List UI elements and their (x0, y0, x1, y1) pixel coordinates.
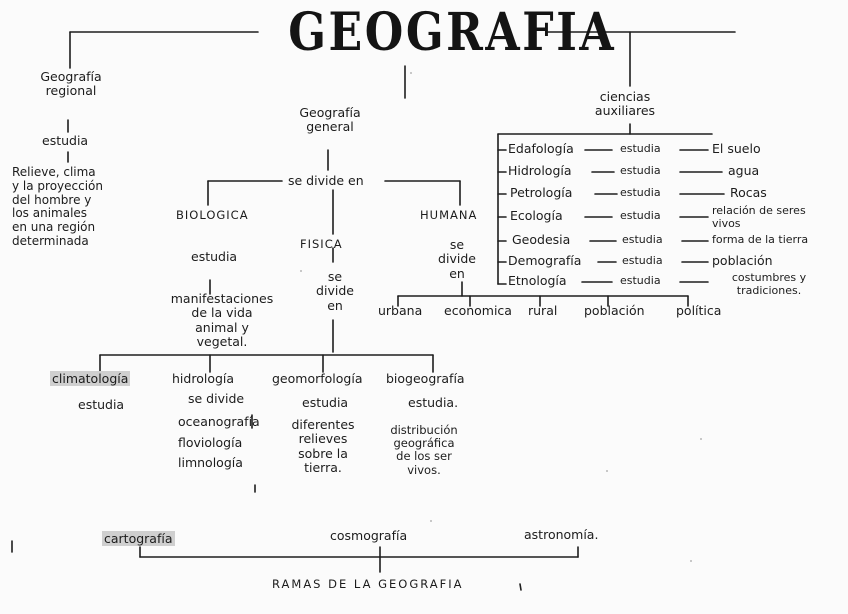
rama-cosmografia: cosmografía (330, 528, 408, 543)
aux-item-object: relación de seres vivos (712, 204, 806, 230)
regional-heading: Geografía regional (40, 69, 102, 99)
fisica-heading: FISICA (300, 237, 343, 251)
climatologia-verb: estudia (78, 397, 125, 412)
aux-item-name: Hidrología (508, 163, 572, 178)
auxiliares-heading: ciencias auxiliares (594, 89, 656, 119)
hidrologia-verb: se divide (188, 391, 245, 406)
biologica-heading: BIOLOGICA (176, 208, 249, 222)
main-title: GEOGRAFIA (288, 2, 617, 63)
humana-verb: se divide en (438, 237, 476, 281)
aux-item-object: forma de la tierra (712, 233, 809, 246)
biogeografia-description: distribución geográfica de los ser vivos. (390, 423, 458, 477)
geomorfologia-verb: estudia (302, 395, 349, 410)
paper-speck (430, 520, 432, 522)
fisica-branch-geomorfologia: geomorfología (272, 371, 363, 386)
humana-branch-urbana: urbana (378, 303, 423, 318)
aux-item-name: Demografía (508, 253, 582, 268)
aux-item-name: Geodesia (512, 232, 571, 247)
aux-item-verb: estudia (622, 233, 663, 246)
aux-item-object: agua (728, 163, 760, 178)
paper-speck (690, 560, 692, 562)
humana-heading: HUMANA (420, 208, 478, 222)
humana-branch-rural: rural (528, 303, 558, 318)
regional-description: Relieve, clima y la proyección del hombre y los animales en una región determinada (12, 165, 104, 248)
aux-item-name: Etnología (508, 273, 567, 288)
geomorfologia-description: diferentes relieves sobre la tierra. (291, 417, 355, 476)
aux-item-object: población (712, 253, 773, 268)
humana-branch-politica: política (676, 303, 722, 318)
hidrologia-subbranches: oceanografía floviología limnología (178, 414, 260, 471)
aux-item-verb: estudia (622, 254, 663, 267)
aux-item-object: costumbres y tradiciones. (731, 271, 807, 297)
paper-speck (300, 270, 302, 272)
biogeografia-verb: estudia. (408, 395, 459, 410)
aux-item-verb: estudia (620, 274, 661, 287)
aux-item-verb: estudia (620, 209, 661, 222)
aux-item-name: Petrología (510, 185, 573, 200)
fisica-branch-climatologia: climatología (52, 371, 129, 386)
biologica-description: manifestaciones de la vida animal y vegetal. (170, 291, 274, 350)
rama-astronomia: astronomía. (524, 527, 599, 542)
fisica-verb: se divide en (316, 269, 354, 313)
aux-item-verb: estudia (620, 142, 661, 155)
aux-item-verb: estudia (620, 164, 661, 177)
general-heading: Geografía general (299, 105, 361, 135)
aux-item-name: Edafología (508, 141, 574, 156)
humana-branch-poblacion: población (584, 303, 645, 318)
fisica-branch-hidrologia: hidrología (172, 371, 235, 386)
fisica-branch-biogeografia: biogeografía (386, 371, 465, 386)
paper-speck (700, 438, 702, 440)
regional-verb: estudia (42, 133, 89, 148)
aux-item-object: Rocas (730, 185, 767, 200)
humana-branch-economica: economica (444, 303, 512, 318)
ramas-label: RAMAS DE LA GEOGRAFIA (272, 577, 464, 591)
biologica-verb: estudia (191, 249, 238, 264)
paper-speck (606, 470, 608, 472)
rama-cartografia: cartografía (104, 531, 173, 546)
aux-item-verb: estudia (620, 186, 661, 199)
general-divides: se divide en (288, 173, 364, 188)
aux-item-name: Ecología (510, 208, 563, 223)
aux-item-object: El suelo (712, 141, 761, 156)
paper-speck (410, 72, 412, 74)
